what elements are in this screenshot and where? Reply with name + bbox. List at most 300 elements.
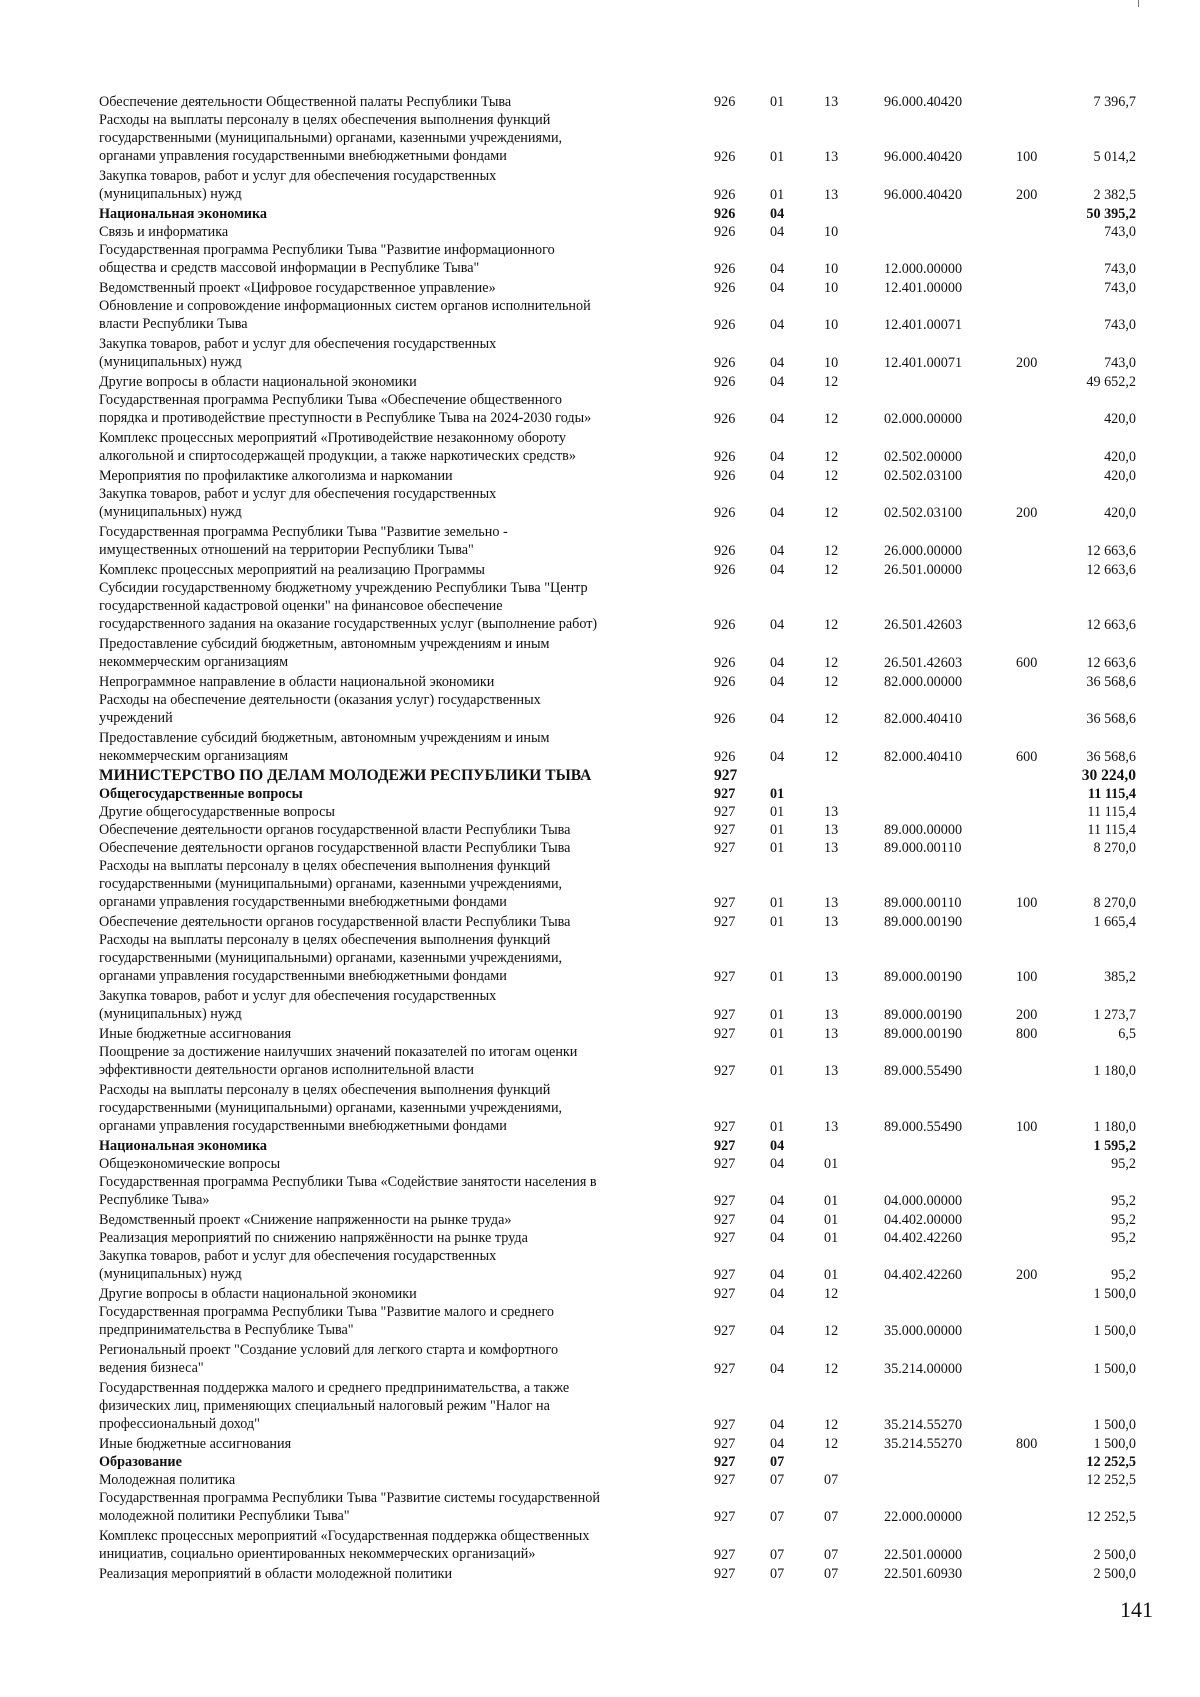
amount: 12 252,5 bbox=[1086, 1453, 1136, 1470]
section-code: 04 bbox=[770, 1322, 785, 1339]
row-name: Государственная программа Республики Тыва "Развитие земельно - имущественных отношений на территории Республики Тыва" bbox=[99, 524, 508, 559]
row-name: Обеспечение деятельности органов государственной власти Республики Тыва bbox=[99, 840, 571, 856]
ministry-code: 927 bbox=[714, 1006, 736, 1023]
ministry-code: 927 bbox=[714, 1137, 736, 1154]
table-row bbox=[0, 839, 1200, 857]
target-article-code: 22.501.60930 bbox=[884, 1565, 963, 1582]
subsection-code: 13 bbox=[824, 148, 839, 165]
ministry-code: 926 bbox=[714, 260, 736, 277]
amount: 743,0 bbox=[1104, 223, 1136, 240]
ministry-code: 927 bbox=[714, 894, 736, 911]
target-article-code: 35.000.00000 bbox=[884, 1322, 963, 1339]
section-code: 04 bbox=[770, 1435, 785, 1452]
section-code: 04 bbox=[770, 1229, 785, 1246]
table-row bbox=[0, 579, 1200, 634]
subsection-code: 07 bbox=[824, 1565, 839, 1582]
section-code: 04 bbox=[770, 616, 785, 633]
section-code: 04 bbox=[770, 448, 785, 465]
subsection-code: 12 bbox=[824, 467, 839, 484]
row-name: Государственная программа Республики Тыва "Развитие малого и среднего предпринимательства в Республике Тыва" bbox=[99, 1304, 554, 1339]
ministry-code: 927 bbox=[714, 785, 736, 802]
target-article-code: 26.501.42603 bbox=[884, 616, 963, 633]
target-article-code: 89.000.55490 bbox=[884, 1118, 963, 1135]
table-row bbox=[0, 467, 1200, 485]
table-row bbox=[0, 1489, 1200, 1526]
amount: 8 270,0 bbox=[1093, 894, 1136, 911]
subsection-code: 12 bbox=[824, 1435, 839, 1452]
section-code: 01 bbox=[770, 785, 785, 802]
amount: 743,0 bbox=[1104, 354, 1136, 371]
section-code: 01 bbox=[770, 186, 785, 203]
amount: 12 663,6 bbox=[1086, 561, 1136, 578]
subsection-code: 01 bbox=[824, 1266, 839, 1283]
amount: 1 500,0 bbox=[1093, 1322, 1136, 1339]
section-code: 04 bbox=[770, 260, 785, 277]
section-code: 04 bbox=[770, 410, 785, 427]
ministry-code: 926 bbox=[714, 186, 736, 203]
ministry-code: 926 bbox=[714, 467, 736, 484]
table-row bbox=[0, 1471, 1200, 1489]
expense-type-code: 100 bbox=[1016, 894, 1038, 911]
subsection-code: 12 bbox=[824, 673, 839, 690]
row-name: Молодежная политика bbox=[99, 1472, 236, 1488]
amount: 5 014,2 bbox=[1093, 148, 1136, 165]
amount: 12 663,6 bbox=[1086, 542, 1136, 559]
ministry-code: 926 bbox=[714, 561, 736, 578]
table-row bbox=[0, 1211, 1200, 1229]
section-code: 04 bbox=[770, 710, 785, 727]
table-row bbox=[0, 785, 1200, 803]
amount: 743,0 bbox=[1104, 316, 1136, 333]
table-row bbox=[0, 335, 1200, 372]
section-code: 01 bbox=[770, 93, 785, 110]
amount: 2 382,5 bbox=[1093, 186, 1136, 203]
amount: 36 568,6 bbox=[1086, 748, 1136, 765]
row-name: Обеспечение деятельности органов государственной власти Республики Тыва bbox=[99, 822, 571, 838]
ministry-code: 927 bbox=[714, 1062, 736, 1079]
ministry-code: 927 bbox=[714, 821, 736, 838]
ministry-code: 927 bbox=[714, 1435, 736, 1452]
ministry-code: 927 bbox=[714, 968, 736, 985]
row-name: Расходы на выплаты персоналу в целях обеспечения выполнения функций государственными (муниципальными) органами, казенными учреждениями, органами управления государственными внебюджетными фондами bbox=[99, 112, 563, 165]
target-article-code: 26.501.42603 bbox=[884, 654, 963, 671]
row-name: Расходы на выплаты персоналу в целях обеспечения выполнения функций государственными (муниципальными) органами, казенными учреждениями, органами управления государственными внебюджетными фондами bbox=[99, 932, 563, 985]
ministry-code: 926 bbox=[714, 748, 736, 765]
target-article-code: 82.000.40410 bbox=[884, 710, 963, 727]
ministry-code: 927 bbox=[714, 1416, 736, 1433]
target-article-code: 04.402.42260 bbox=[884, 1266, 963, 1283]
row-name: Государственная поддержка малого и среднего предпринимательства, а также физических лиц, применяющих специальный налоговый режим "Налог на профессиональный доход" bbox=[99, 1380, 570, 1433]
amount: 1 665,4 bbox=[1093, 913, 1136, 930]
table-row bbox=[0, 1379, 1200, 1434]
row-name: Предоставление субсидий бюджетным, автономным учреждениям и иным некоммерческим организациям bbox=[99, 730, 550, 765]
ministry-code: 926 bbox=[714, 673, 736, 690]
section-code: 01 bbox=[770, 1118, 785, 1135]
subsection-code: 01 bbox=[824, 1229, 839, 1246]
ministry-code: 926 bbox=[714, 148, 736, 165]
target-article-code: 82.000.00000 bbox=[884, 673, 963, 690]
section-code: 04 bbox=[770, 373, 785, 390]
amount: 420,0 bbox=[1104, 504, 1136, 521]
ministry-code: 926 bbox=[714, 205, 736, 222]
amount: 12 252,5 bbox=[1086, 1508, 1136, 1525]
table-row bbox=[0, 485, 1200, 522]
row-name: Закупка товаров, работ и услуг для обеспечения государственных (муниципальных) нужд bbox=[99, 168, 497, 203]
amount: 7 396,7 bbox=[1093, 93, 1136, 110]
table-row bbox=[0, 635, 1200, 672]
amount: 36 568,6 bbox=[1086, 673, 1136, 690]
subsection-code: 12 bbox=[824, 448, 839, 465]
expense-type-code: 800 bbox=[1016, 1025, 1038, 1042]
row-name: Мероприятия по профилактике алкоголизма и наркомании bbox=[99, 468, 453, 484]
subsection-code: 12 bbox=[824, 710, 839, 727]
ministry-code: 927 bbox=[714, 1155, 736, 1172]
section-code: 07 bbox=[770, 1453, 785, 1470]
subsection-code: 13 bbox=[824, 1062, 839, 1079]
section-code: 04 bbox=[770, 748, 785, 765]
table-row bbox=[0, 1173, 1200, 1210]
amount: 12 252,5 bbox=[1086, 1471, 1136, 1488]
section-code: 04 bbox=[770, 467, 785, 484]
ministry-code: 927 bbox=[714, 766, 738, 784]
ministry-code: 927 bbox=[714, 1229, 736, 1246]
amount: 1 500,0 bbox=[1093, 1360, 1136, 1377]
table-row bbox=[0, 1341, 1200, 1378]
section-code: 01 bbox=[770, 821, 785, 838]
target-article-code: 02.502.00000 bbox=[884, 448, 963, 465]
ministry-code: 926 bbox=[714, 93, 736, 110]
amount: 420,0 bbox=[1104, 410, 1136, 427]
table-row bbox=[0, 673, 1200, 691]
row-name: Субсидии государственному бюджетному учреждению Республики Тыва "Центр государственной кадастровой оценки" на финансовое обеспечение государственного задания на оказание государственных услуг (выполнение работ) bbox=[99, 580, 598, 633]
section-code: 04 bbox=[770, 1416, 785, 1433]
section-code: 01 bbox=[770, 894, 785, 911]
ministry-code: 927 bbox=[714, 1471, 736, 1488]
target-article-code: 35.214.00000 bbox=[884, 1360, 963, 1377]
table-row bbox=[0, 391, 1200, 428]
ministry-code: 927 bbox=[714, 1322, 736, 1339]
target-article-code: 22.000.00000 bbox=[884, 1508, 963, 1525]
table-row bbox=[0, 1137, 1200, 1155]
row-name: Комплекс процессных мероприятий «Противодействие незаконному обороту алкогольной и спиртосодержащей продукции, а также наркотических средств» bbox=[99, 430, 576, 465]
amount: 420,0 bbox=[1104, 448, 1136, 465]
ministry-code: 927 bbox=[714, 1192, 736, 1209]
ministry-code: 926 bbox=[714, 354, 736, 371]
subsection-code: 01 bbox=[824, 1211, 839, 1228]
table-row bbox=[0, 1229, 1200, 1247]
row-name: Национальная экономика bbox=[99, 1138, 268, 1154]
target-article-code: 89.000.55490 bbox=[884, 1062, 963, 1079]
section-code: 01 bbox=[770, 1025, 785, 1042]
table-row bbox=[0, 111, 1200, 166]
section-code: 01 bbox=[770, 1006, 785, 1023]
ministry-code: 927 bbox=[714, 1285, 736, 1302]
subsection-code: 13 bbox=[824, 821, 839, 838]
table-row bbox=[0, 1435, 1200, 1453]
table-row bbox=[0, 373, 1200, 391]
subsection-code: 12 bbox=[824, 561, 839, 578]
section-code: 01 bbox=[770, 148, 785, 165]
row-name: Комплекс процессных мероприятий «Государственная поддержка общественных инициатив, социально ориентированных некоммерческих организаций» bbox=[99, 1528, 590, 1563]
target-article-code: 12.401.00071 bbox=[884, 316, 963, 333]
table-row bbox=[0, 205, 1200, 223]
subsection-code: 12 bbox=[824, 1322, 839, 1339]
target-article-code: 35.214.55270 bbox=[884, 1435, 963, 1452]
table-row bbox=[0, 429, 1200, 466]
row-name: Реализация мероприятий по снижению напряжённости на рынке труда bbox=[99, 1230, 528, 1246]
section-code: 04 bbox=[770, 1285, 785, 1302]
section-code: 04 bbox=[770, 1192, 785, 1209]
ministry-code: 927 bbox=[714, 1360, 736, 1377]
subsection-code: 12 bbox=[824, 373, 839, 390]
subsection-code: 12 bbox=[824, 1360, 839, 1377]
subsection-code: 13 bbox=[824, 1118, 839, 1135]
amount: 12 663,6 bbox=[1086, 616, 1136, 633]
amount: 1 595,2 bbox=[1093, 1137, 1136, 1154]
table-row bbox=[0, 729, 1200, 766]
target-article-code: 02.502.03100 bbox=[884, 467, 963, 484]
table-row bbox=[0, 1285, 1200, 1303]
amount: 8 270,0 bbox=[1093, 839, 1136, 856]
row-name: Государственная программа Республики Тыва "Развитие информационного общества и средств массовой информации в Республике Тыва" bbox=[99, 242, 555, 277]
amount: 2 500,0 bbox=[1093, 1565, 1136, 1582]
table-row bbox=[0, 279, 1200, 297]
row-name: Закупка товаров, работ и услуг для обеспечения государственных (муниципальных) нужд bbox=[99, 1248, 497, 1283]
target-article-code: 89.000.00190 bbox=[884, 1006, 963, 1023]
section-code: 07 bbox=[770, 1546, 785, 1563]
row-name: Обеспечение деятельности Общественной палаты Республики Тыва bbox=[99, 94, 512, 110]
table-row bbox=[0, 1565, 1200, 1583]
row-name: Другие вопросы в области национальной экономики bbox=[99, 1286, 417, 1302]
section-code: 04 bbox=[770, 223, 785, 240]
table-row bbox=[0, 1025, 1200, 1043]
table-row bbox=[0, 223, 1200, 241]
expense-type-code: 600 bbox=[1016, 748, 1038, 765]
row-name: Расходы на выплаты персоналу в целях обеспечения выполнения функций государственными (муниципальными) органами, казенными учреждениями, органами управления государственными внебюджетными фондами bbox=[99, 1082, 563, 1135]
section-code: 01 bbox=[770, 913, 785, 930]
row-name: Ведомственный проект «Снижение напряженности на рынке труда» bbox=[99, 1212, 512, 1228]
section-code: 04 bbox=[770, 542, 785, 559]
amount: 12 663,6 bbox=[1086, 654, 1136, 671]
ministry-code: 927 bbox=[714, 1266, 736, 1283]
subsection-code: 07 bbox=[824, 1471, 839, 1488]
target-article-code: 22.501.00000 bbox=[884, 1546, 963, 1563]
amount: 30 224,0 bbox=[1081, 766, 1136, 784]
table-row bbox=[0, 803, 1200, 821]
ministry-code: 926 bbox=[714, 223, 736, 240]
section-code: 01 bbox=[770, 803, 785, 820]
target-article-code: 02.000.00000 bbox=[884, 410, 963, 427]
row-name: Закупка товаров, работ и услуг для обеспечения государственных (муниципальных) нужд bbox=[99, 336, 497, 371]
section-code: 04 bbox=[770, 205, 785, 222]
row-name: Другие общегосударственные вопросы bbox=[99, 804, 335, 820]
amount: 2 500,0 bbox=[1093, 1546, 1136, 1563]
row-name: Государственная программа Республики Тыва "Развитие системы государственной молодежной политики Республики Тыва" bbox=[99, 1490, 600, 1525]
table-row bbox=[0, 241, 1200, 278]
section-code: 04 bbox=[770, 1211, 785, 1228]
subsection-code: 10 bbox=[824, 354, 839, 371]
ministry-code: 927 bbox=[714, 1565, 736, 1582]
ministry-code: 927 bbox=[714, 1025, 736, 1042]
amount: 1 273,7 bbox=[1093, 1006, 1136, 1023]
table-row bbox=[0, 857, 1200, 912]
target-article-code: 82.000.40410 bbox=[884, 748, 963, 765]
target-article-code: 89.000.00190 bbox=[884, 913, 963, 930]
table-row bbox=[0, 93, 1200, 111]
amount: 6,5 bbox=[1118, 1025, 1136, 1042]
subsection-code: 10 bbox=[824, 260, 839, 277]
target-article-code: 96.000.40420 bbox=[884, 186, 963, 203]
table-row bbox=[0, 1043, 1200, 1080]
subsection-code: 12 bbox=[824, 504, 839, 521]
row-name: Связь и информатика bbox=[99, 224, 229, 240]
row-name: Комплекс процессных мероприятий на реализацию Программы bbox=[99, 562, 485, 578]
amount: 1 180,0 bbox=[1093, 1062, 1136, 1079]
ministry-code: 927 bbox=[714, 803, 736, 820]
subsection-code: 13 bbox=[824, 1025, 839, 1042]
expense-type-code: 200 bbox=[1016, 1006, 1038, 1023]
row-name: Поощрение за достижение наилучших значений показателей по итогам оценки эффективности деятельности органов исполнительной власти bbox=[99, 1044, 578, 1079]
target-article-code: 12.401.00071 bbox=[884, 354, 963, 371]
expense-type-code: 100 bbox=[1016, 148, 1038, 165]
row-name: Расходы на выплаты персоналу в целях обеспечения выполнения функций государственными (муниципальными) органами, казенными учреждениями, органами управления государственными внебюджетными фондами bbox=[99, 858, 563, 911]
subsection-code: 10 bbox=[824, 279, 839, 296]
subsection-code: 12 bbox=[824, 1416, 839, 1433]
subsection-code: 12 bbox=[824, 1285, 839, 1302]
row-name: МИНИСТЕРСТВО ПО ДЕЛАМ МОЛОДЕЖИ РЕСПУБЛИКИ ТЫВА bbox=[99, 767, 592, 784]
amount: 1 500,0 bbox=[1093, 1285, 1136, 1302]
subsection-code: 12 bbox=[824, 616, 839, 633]
subsection-code: 07 bbox=[824, 1546, 839, 1563]
amount: 11 115,4 bbox=[1087, 821, 1136, 838]
subsection-code: 12 bbox=[824, 654, 839, 671]
expense-type-code: 200 bbox=[1016, 1266, 1038, 1283]
subsection-code: 12 bbox=[824, 748, 839, 765]
amount: 11 115,4 bbox=[1087, 785, 1136, 802]
table-row bbox=[0, 297, 1200, 334]
table-row bbox=[0, 561, 1200, 579]
row-name: Расходы на обеспечение деятельности (оказания услуг) государственных учреждений bbox=[99, 692, 541, 727]
row-name: Общегосударственные вопросы bbox=[99, 786, 303, 802]
target-article-code: 89.000.00190 bbox=[884, 968, 963, 985]
table-row bbox=[0, 523, 1200, 560]
ministry-code: 926 bbox=[714, 448, 736, 465]
row-name: Общеэкономические вопросы bbox=[99, 1156, 281, 1172]
ministry-code: 926 bbox=[714, 373, 736, 390]
subsection-code: 13 bbox=[824, 93, 839, 110]
subsection-code: 13 bbox=[824, 839, 839, 856]
amount: 36 568,6 bbox=[1086, 710, 1136, 727]
amount: 95,2 bbox=[1111, 1266, 1136, 1283]
section-code: 04 bbox=[770, 1266, 785, 1283]
section-code: 04 bbox=[770, 504, 785, 521]
target-article-code: 26.000.00000 bbox=[884, 542, 963, 559]
table-row bbox=[0, 1453, 1200, 1471]
subsection-code: 12 bbox=[824, 410, 839, 427]
section-code: 04 bbox=[770, 1155, 785, 1172]
expense-type-code: 100 bbox=[1016, 968, 1038, 985]
amount: 95,2 bbox=[1111, 1155, 1136, 1172]
target-article-code: 35.214.55270 bbox=[884, 1416, 963, 1433]
target-article-code: 12.401.00000 bbox=[884, 279, 963, 296]
row-name: Иные бюджетные ассигнования bbox=[99, 1026, 292, 1042]
section-code: 04 bbox=[770, 673, 785, 690]
ministry-code: 926 bbox=[714, 542, 736, 559]
row-name: Региональный проект "Создание условий для легкого старта и комфортного ведения бизнеса" bbox=[99, 1342, 559, 1377]
expense-type-code: 200 bbox=[1016, 354, 1038, 371]
amount: 95,2 bbox=[1111, 1229, 1136, 1246]
target-article-code: 02.502.03100 bbox=[884, 504, 963, 521]
subsection-code: 01 bbox=[824, 1192, 839, 1209]
expense-type-code: 200 bbox=[1016, 186, 1038, 203]
target-article-code: 96.000.40420 bbox=[884, 93, 963, 110]
table-row bbox=[0, 931, 1200, 986]
row-name: Образование bbox=[99, 1454, 182, 1470]
table-row bbox=[0, 1155, 1200, 1173]
subsection-code: 01 bbox=[824, 1155, 839, 1172]
table-row bbox=[0, 167, 1200, 204]
amount: 385,2 bbox=[1104, 968, 1136, 985]
section-code: 04 bbox=[770, 354, 785, 371]
row-name: Обеспечение деятельности органов государственной власти Республики Тыва bbox=[99, 914, 571, 930]
table-row bbox=[0, 691, 1200, 728]
table-row bbox=[0, 1247, 1200, 1284]
section-code: 04 bbox=[770, 316, 785, 333]
ministry-code: 927 bbox=[714, 1453, 736, 1470]
subsection-code: 10 bbox=[824, 223, 839, 240]
ministry-code: 927 bbox=[714, 1546, 736, 1563]
page-number: 141 bbox=[1120, 1597, 1153, 1622]
expense-type-code: 800 bbox=[1016, 1435, 1038, 1452]
row-name: Непрограммное направление в области национальной экономики bbox=[99, 674, 495, 690]
subsection-code: 13 bbox=[824, 1006, 839, 1023]
ministry-code: 927 bbox=[714, 913, 736, 930]
subsection-code: 13 bbox=[824, 894, 839, 911]
section-code: 01 bbox=[770, 839, 785, 856]
amount: 11 115,4 bbox=[1087, 803, 1136, 820]
row-name: Ведомственный проект «Цифровое государственное управление» bbox=[99, 280, 496, 296]
subsection-code: 13 bbox=[824, 968, 839, 985]
ministry-code: 927 bbox=[714, 1211, 736, 1228]
amount: 1 500,0 bbox=[1093, 1416, 1136, 1433]
section-code: 01 bbox=[770, 968, 785, 985]
row-name: Предоставление субсидий бюджетным, автономным учреждениям и иным некоммерческим организациям bbox=[99, 636, 550, 671]
target-article-code: 04.402.00000 bbox=[884, 1211, 963, 1228]
amount: 420,0 bbox=[1104, 467, 1136, 484]
amount: 743,0 bbox=[1104, 260, 1136, 277]
section-code: 04 bbox=[770, 561, 785, 578]
ministry-code: 927 bbox=[714, 1508, 736, 1525]
expense-type-code: 100 bbox=[1016, 1118, 1038, 1135]
target-article-code: 89.000.00110 bbox=[884, 894, 962, 911]
row-name: Иные бюджетные ассигнования bbox=[99, 1436, 292, 1452]
subsection-code: 12 bbox=[824, 542, 839, 559]
section-code: 07 bbox=[770, 1508, 785, 1525]
amount: 49 652,2 bbox=[1086, 373, 1136, 390]
table-row bbox=[0, 821, 1200, 839]
ministry-code: 927 bbox=[714, 839, 736, 856]
ministry-code: 926 bbox=[714, 504, 736, 521]
table-row bbox=[0, 987, 1200, 1024]
amount: 95,2 bbox=[1111, 1192, 1136, 1209]
target-article-code: 26.501.00000 bbox=[884, 561, 963, 578]
row-name: Государственная программа Республики Тыва «Обеспечение общественного порядка и противодействие преступности в Республике Тыва на 2024-2030 годы» bbox=[99, 392, 592, 427]
amount: 95,2 bbox=[1111, 1211, 1136, 1228]
row-name: Обновление и сопровождение информационных систем органов исполнительной власти Республики Тыва bbox=[99, 298, 591, 333]
amount: 50 395,2 bbox=[1086, 205, 1136, 222]
row-name: Закупка товаров, работ и услуг для обеспечения государственных (муниципальных) нужд bbox=[99, 988, 497, 1023]
section-code: 07 bbox=[770, 1471, 785, 1488]
